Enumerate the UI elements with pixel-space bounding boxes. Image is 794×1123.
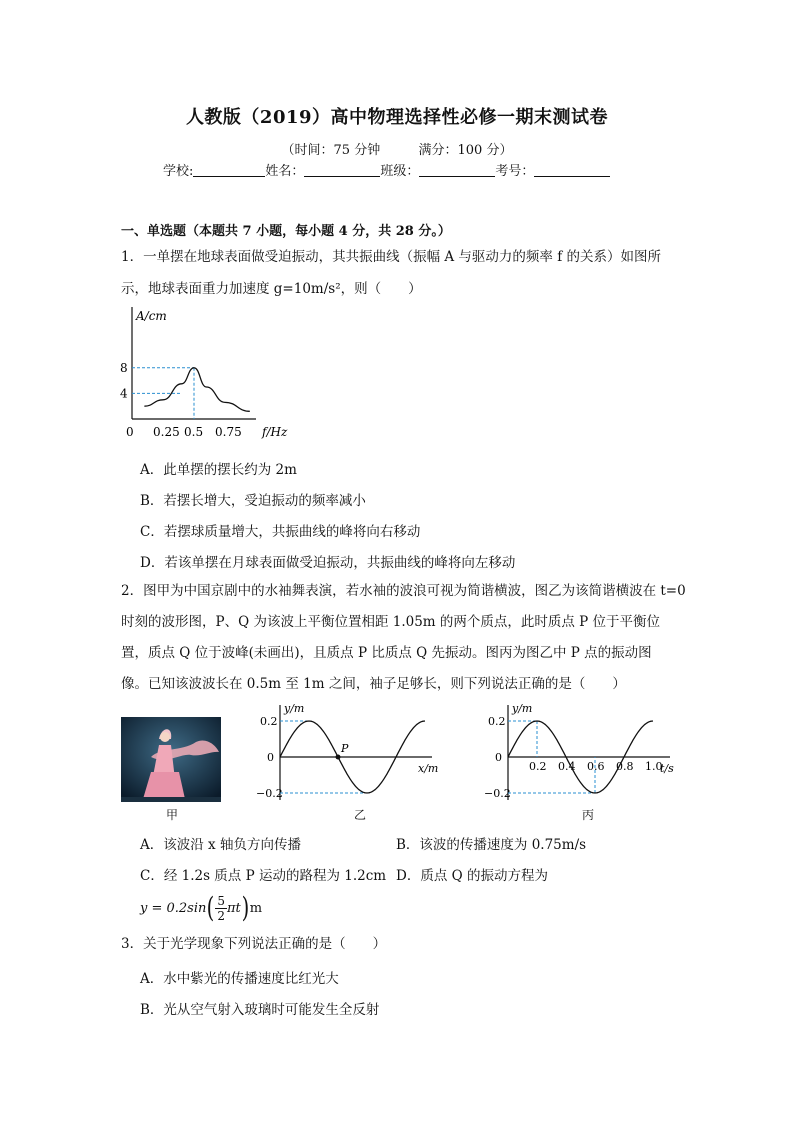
- x-tick-label: 0.4: [558, 760, 576, 773]
- exam-score: 满分：100 分）: [418, 143, 513, 158]
- eq-pi: πt: [226, 900, 241, 916]
- q1-option-d[interactable]: D．若该单摆在月球表面做受迫振动，共振曲线的峰将向左移动: [140, 555, 516, 571]
- name-label: 姓名：: [265, 164, 305, 179]
- y-tick-label: 0: [495, 751, 502, 764]
- x-tick-label: 0.75: [215, 425, 242, 439]
- q2-stem-line1: 2．图甲为中国京剧中的水袖舞表演，若水袖的波浪可视为简谐横波，图乙为该简谐横波在 t=0: [121, 583, 686, 599]
- name-blank[interactable]: [304, 164, 380, 177]
- y-tick-label: −0.2: [256, 787, 283, 800]
- q1-stem-line2: 示，地球表面重力加速度 g=10m/s²，则（ ）: [121, 281, 422, 297]
- eq-num: 5: [217, 893, 225, 908]
- page-title: 人教版（2019）高中物理选择性必修一期末测试卷: [185, 107, 609, 128]
- x-axis-label: f/Hz: [262, 425, 288, 439]
- caption-yi: 乙: [354, 808, 367, 822]
- eq-den: 2: [217, 908, 225, 923]
- x-tick-label: 0.2: [529, 760, 547, 773]
- q2-stem-line4: 像。已知该波波长在 0.5m 至 1m 之间，袖子足够长，则下列说法正确的是（ ）: [121, 676, 626, 692]
- y-tick-label: 0: [267, 751, 274, 764]
- fig1-plot: [120, 307, 288, 439]
- exam-time: （时间：75 分钟: [281, 143, 381, 158]
- section-heading: 一、单选题（本题共 7 小题，每小题 4 分，共 28 分。）: [121, 224, 451, 239]
- q3-stem: 3．关于光学现象下列说法正确的是（ ）: [121, 936, 387, 952]
- class-label: 班级：: [380, 164, 420, 179]
- q2-option-d[interactable]: D．质点 Q 的振动方程为: [396, 868, 548, 884]
- fig3-plot: [484, 702, 674, 800]
- q1-option-c[interactable]: C．若摆球质量增大，共振曲线的峰将向右移动: [140, 524, 421, 540]
- x-axis-label: x/m: [418, 762, 439, 775]
- q2-option-a[interactable]: A．该波沿 x 轴负方向传播: [140, 837, 301, 853]
- caption-bing: 丙: [582, 808, 595, 822]
- y-tick-label: 0.2: [488, 715, 506, 728]
- q2-option-c[interactable]: C．经 1.2s 质点 P 运动的路程为 1.2cm: [140, 868, 387, 884]
- q2-stem-line2: 时刻的波形图，P、Q 为该波上平衡位置相距 1.05m 的两个质点，此时质点 P 位于平衡位: [121, 614, 661, 630]
- exam-subtitle: [0, 139, 794, 158]
- class-blank[interactable]: [419, 164, 495, 177]
- student-info-row: [163, 160, 610, 179]
- dance-photo: [121, 717, 221, 802]
- x-tick-label: 0.25: [153, 425, 180, 439]
- x-tick-label: 0: [126, 425, 134, 439]
- vibration-chart: [478, 700, 678, 808]
- point-p-label: P: [341, 742, 349, 755]
- x-tick-label: 0.5: [184, 425, 204, 439]
- eq-unit: m: [249, 900, 263, 916]
- q1-option-b[interactable]: B．若摆长增大，受迫振动的频率减小: [140, 493, 366, 509]
- q1-option-a[interactable]: A．此单摆的摆长约为 2m: [140, 462, 297, 478]
- q3-option-b[interactable]: B．光从空气射入玻璃时可能发生全反射: [140, 1002, 380, 1018]
- x-tick-label: 0.6: [587, 760, 605, 773]
- y-tick-label: 0.2: [260, 715, 278, 728]
- resonance-curve-chart: [116, 305, 306, 445]
- resonance-curve: [144, 368, 249, 412]
- eq-prefix: y = 0.2sin: [140, 900, 207, 916]
- y-axis-label: A/cm: [136, 309, 167, 323]
- q2-stem-line3: 置，质点 Q 位于波峰(未画出)，且质点 P 比质点 Q 先振动。图丙为图乙中 P 点的振动图: [121, 645, 652, 661]
- q1-stem-line1: 1．一单摆在地球表面做受迫振动，其共振曲线（振幅 A 与驱动力的频率 f 的关系）如图所: [121, 249, 661, 265]
- school-blank[interactable]: [193, 164, 265, 177]
- school-label: 学校:: [163, 164, 194, 179]
- caption-jia: 甲: [166, 808, 179, 822]
- fig2-plot: [256, 702, 438, 800]
- x-tick-label: 1.0: [645, 760, 663, 773]
- q2-option-d-equation: y = 0.2sin ( $\frac{5}{2}$ πt ) m: [140, 891, 263, 924]
- y-tick-label: 4: [120, 386, 128, 401]
- exam-no-blank[interactable]: [534, 164, 610, 177]
- y-axis-label: y/m: [284, 702, 305, 715]
- point-p: [336, 755, 341, 760]
- y-tick-label: 8: [120, 360, 128, 375]
- x-axis-label: t/s: [660, 762, 674, 775]
- y-tick-label: −0.2: [484, 787, 511, 800]
- q3-option-a[interactable]: A．水中紫光的传播速度比红光大: [140, 971, 339, 987]
- x-tick-label: 0.8: [616, 760, 634, 773]
- waveform-chart: [250, 700, 450, 808]
- y-axis-label: y/m: [512, 702, 533, 715]
- q2-option-b[interactable]: B．该波的传播速度为 0.75m/s: [396, 837, 587, 853]
- exam-no-label: 考号：: [495, 164, 535, 179]
